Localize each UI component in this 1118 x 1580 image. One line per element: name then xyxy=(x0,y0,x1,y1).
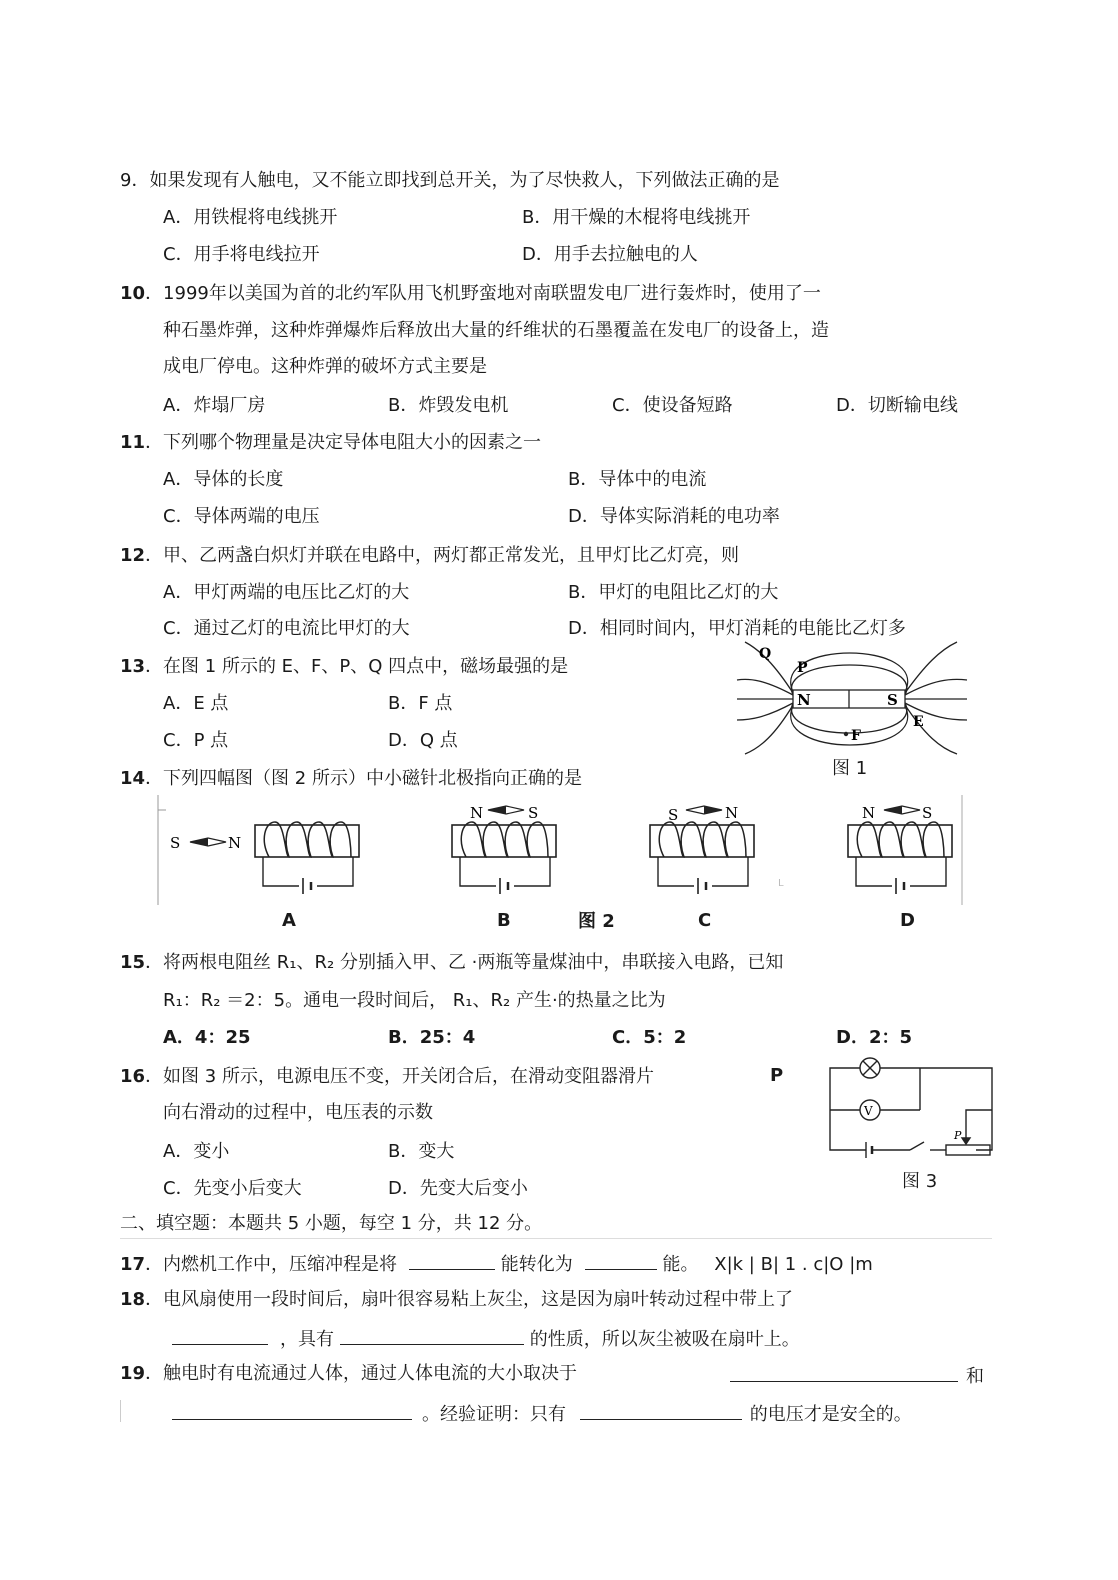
q16-option-b: B．变大 xyxy=(388,1141,455,1162)
q17-number: 17 xyxy=(120,1254,146,1275)
q18-blank-2[interactable] xyxy=(340,1326,524,1345)
q13-option-d: D．Q 点 xyxy=(388,730,458,751)
q13-option-c: C．P 点 xyxy=(163,730,229,751)
q15-option-d: D．2：5 xyxy=(836,1027,912,1048)
q16-stem-1: 16．如图 3 所示，电源电压不变，开关闭合后，在滑动变阻器滑片 xyxy=(120,1066,654,1087)
fig2c-n-label: N xyxy=(725,804,739,822)
q9-option-d: D．用手去拉触电的人 xyxy=(522,244,698,265)
q11-option-c: C．导体两端的电压 xyxy=(163,506,320,527)
fig2-label-c: C xyxy=(698,910,712,931)
q14-number: 14 xyxy=(120,768,146,789)
q9-option-c: C．用手将电线拉开 xyxy=(163,244,320,265)
fig1-s-label: S xyxy=(887,691,898,709)
q10-option-c: C．使设备短路 xyxy=(612,395,733,416)
q15-stem-1: 15．将两根电阻丝 R₁、R₂ 分别插入甲、乙 ·两瓶等量煤油中，串联接入电路，已知 xyxy=(120,952,784,973)
q18-number: 18 xyxy=(120,1289,146,1310)
fig1-f-label: F xyxy=(851,728,861,744)
fig2-label-d: D xyxy=(900,910,915,931)
q12-option-c: C．通过乙灯的电流比甲灯的大 xyxy=(163,618,410,639)
q13-option-a: A．E 点 xyxy=(163,693,229,714)
q9-option-b: B．用干燥的木棍将电线挑开 xyxy=(522,207,751,228)
fig2-label-a: A xyxy=(282,910,296,931)
q9-stem: 9．如果发现有人触电，又不能立即找到总开关，为了尽快救人，下列做法正确的是 xyxy=(120,170,780,191)
q18-blank-1[interactable] xyxy=(172,1326,268,1345)
q15-number: 15 xyxy=(120,952,146,973)
q10-stem-2: 种石墨炸弹，这种炸弹爆炸后释放出大量的纤维状的石墨覆盖在发电厂的设备上，造 xyxy=(163,320,829,341)
q12-stem: 12．甲、乙两盏白炽灯并联在电路中，两灯都正常发光，且甲灯比乙灯亮，则 xyxy=(120,545,740,566)
q13-option-b: B．F 点 xyxy=(388,693,453,714)
fig2a-n-label: N xyxy=(228,834,242,852)
q13-number: 13 xyxy=(120,656,146,677)
q19-blank-1[interactable] xyxy=(730,1363,958,1382)
q19-line-1-end: 和 xyxy=(730,1363,984,1388)
figure-2-solenoids xyxy=(150,790,970,910)
q10-option-a: A．炸塌厂房 xyxy=(163,395,266,416)
fig1-q-label: Q xyxy=(759,646,772,662)
q11-option-d: D．导体实际消耗的电功率 xyxy=(568,506,780,527)
fig3-p-label: P xyxy=(954,1129,962,1142)
q11-option-a: A．导体的长度 xyxy=(163,469,284,490)
q13-stem: 13．在图 1 所示的 E、F、P、Q 四点中，磁场最强的是 xyxy=(120,656,569,677)
q19-blank-2[interactable] xyxy=(172,1401,412,1420)
fig1-e-label: E xyxy=(913,714,924,730)
q15-option-b: B．25：4 xyxy=(388,1027,476,1048)
fig2-corner-mark: L xyxy=(778,878,784,889)
q15-option-c: C．5：2 xyxy=(612,1027,687,1048)
q17-blank-2[interactable] xyxy=(585,1251,657,1270)
q10-number: 10 xyxy=(120,283,146,304)
q19-blank-3[interactable] xyxy=(580,1401,742,1420)
q9-number: 9 xyxy=(120,170,132,191)
q19-line-1: 19．触电时有电流通过人体，通过人体电流的大小取决于 xyxy=(120,1363,578,1384)
q11-option-b: B．导体中的电流 xyxy=(568,469,707,490)
figure-1-bar-magnet xyxy=(735,640,970,755)
q12-option-a: A．甲灯两端的电压比乙灯的大 xyxy=(163,582,410,603)
fig2c-s-label: S xyxy=(668,806,679,824)
q10-stem-1: 10．1999年以美国为首的北约军队用飞机野蛮地对南联盟发电厂进行轰炸时，使用了一 xyxy=(120,283,821,304)
q15-stem-2: R₁：R₂ ＝2：5。通电一段时间后， R₁、R₂ 产生·的热量之比为 xyxy=(163,990,666,1011)
figure-3-caption: 图 3 xyxy=(902,1171,938,1192)
fig2b-n-label: N xyxy=(470,804,484,822)
q19-number: 19 xyxy=(120,1363,146,1384)
figure-2-caption: 图 2 xyxy=(578,911,615,932)
q16-option-d: D．先变大后变小 xyxy=(388,1178,528,1199)
q10-option-b: B．炸毁发电机 xyxy=(388,395,509,416)
figure-3-circuit xyxy=(826,1060,996,1160)
q16-number: 16 xyxy=(120,1066,146,1087)
left-margin-mark xyxy=(120,1400,121,1422)
q10-stem-3: 成电厂停电。这种炸弹的破坏方式主要是 xyxy=(163,356,487,377)
q11-stem: 11．下列哪个物理量是决定导体电阻大小的因素之一 xyxy=(120,432,542,453)
fig2d-s-label: S xyxy=(922,804,933,822)
q16-option-c: C．先变小后变大 xyxy=(163,1178,302,1199)
q17-blank-1[interactable] xyxy=(409,1251,495,1270)
q17-watermark: X|k | B| 1 . c|O |m xyxy=(714,1254,873,1275)
q11-number: 11 xyxy=(120,432,146,453)
q12-number: 12 xyxy=(120,545,146,566)
q16-stem-2: 向右滑动的过程中，电压表的示数 xyxy=(163,1102,433,1123)
fig2d-n-label: N xyxy=(862,804,876,822)
fig2-label-b: B xyxy=(497,910,511,931)
q19-line-2: 。经验证明：只有 的电压才是安全的。 xyxy=(172,1401,912,1426)
fig1-p-label: P xyxy=(797,660,808,676)
q18-line-2: ，具有 的性质，所以灰尘被吸在扇叶上。 xyxy=(172,1326,800,1351)
q12-option-d: D．相同时间内，甲灯消耗的电能比乙灯多 xyxy=(568,618,906,639)
section-2-heading: 二、填空题：本题共 5 小题，每空 1 分，共 12 分。 xyxy=(120,1213,543,1234)
q16-option-a: A．变小 xyxy=(163,1141,230,1162)
fig3-voltmeter-label: V xyxy=(864,1104,873,1118)
figure-1-caption: 图 1 xyxy=(832,758,868,779)
q15-option-a: A．4：25 xyxy=(163,1027,251,1048)
q17-line: 17．内燃机工作中，压缩冲程是将 能转化为 能。 X|k | B| 1 . c|O |m xyxy=(120,1251,873,1276)
fig2b-s-label: S xyxy=(528,804,539,822)
q18-line-1: 18．电风扇使用一段时间后，扇叶很容易粘上灰尘，这是因为扇叶转动过程中带上了 xyxy=(120,1289,794,1310)
section-divider xyxy=(120,1238,992,1239)
fig1-n-label: N xyxy=(797,691,811,709)
q10-option-d: D．切断输电线 xyxy=(836,395,958,416)
fig2a-s-label: S xyxy=(170,834,181,852)
q16-p-label: P xyxy=(770,1065,784,1086)
q14-stem: 14．下列四幅图（图 2 所示）中小磁针北极指向正确的是 xyxy=(120,768,582,789)
q9-option-a: A．用铁棍将电线挑开 xyxy=(163,207,338,228)
q12-option-b: B．甲灯的电阻比乙灯的大 xyxy=(568,582,779,603)
